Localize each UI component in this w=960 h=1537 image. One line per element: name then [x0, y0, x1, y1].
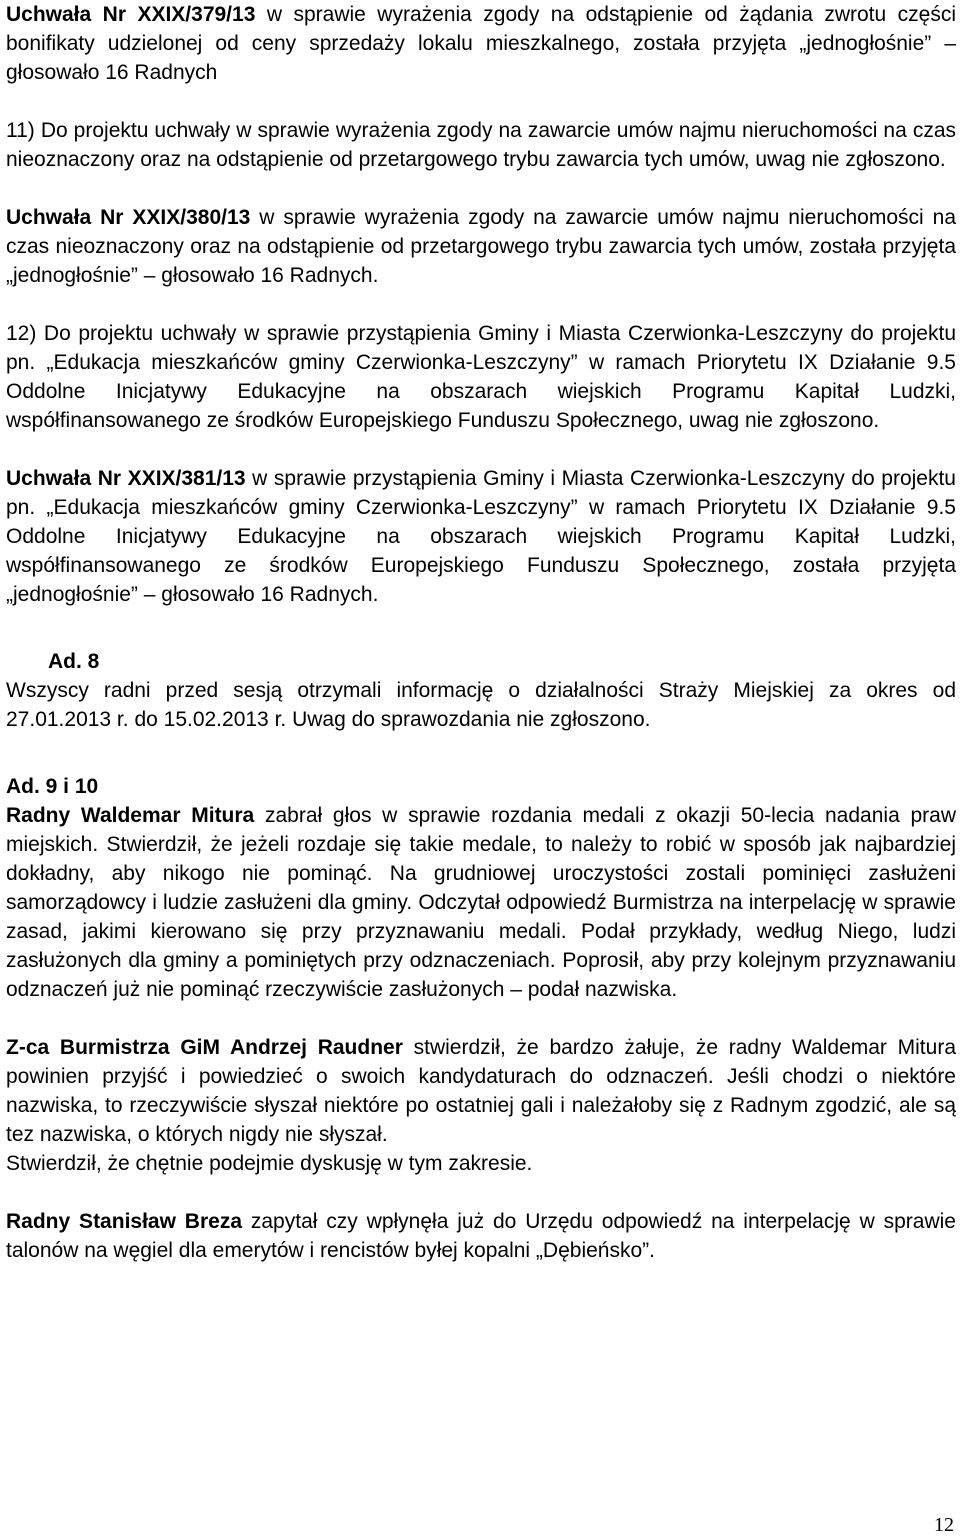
- resolution-381-title: Uchwała Nr XXIX/381/13: [6, 467, 246, 490]
- ad-9-10-heading: Ad. 9 i 10: [6, 775, 99, 798]
- resolution-379-paragraph: [6, 0, 956, 87]
- ad-8-heading: Ad. 8: [48, 650, 100, 673]
- mitura-paragraph: [6, 801, 956, 1004]
- page-number: 12: [934, 1514, 954, 1536]
- ad-8-text: Wszyscy radni przed sesją otrzymali informację o działalności Straży Miejskiej za okres od 27.01.2013 r. do 15.02.2013 r. Uwag do sprawozdania nie zgłoszono.: [6, 679, 956, 731]
- mitura-speaker: Radny Waldemar Mitura: [6, 804, 255, 827]
- raudner-text: stwierdził, że bardzo żałuje, że radny Waldemar Mitura powinien przyjść i powiedzieć o swoich kandydaturach do odznaczeń. Jeśli chodzi o niektóre nazwiska, to rzeczywiście słyszał niektóre po ostatniej gali i należałoby się z Radnym zgodzić, ale są tez nazwiska, o których nigdy nie słyszał.: [6, 1036, 956, 1146]
- resolution-380-title: Uchwała Nr XXIX/380/13: [6, 206, 251, 229]
- resolution-379-text: w sprawie wyrażenia zgody na odstąpienie od żądania zwrotu części bonifikaty udzielonej od ceny sprzedaży lokalu mieszkalnego, została przyjęta „jednogłośnie” – głosowało 16 Radnych: [6, 3, 956, 84]
- raudner-speaker: Z-ca Burmistrza GiM Andrzej Raudner: [6, 1036, 403, 1059]
- resolution-379-title: Uchwała Nr XXIX/379/13: [6, 3, 256, 26]
- resolution-380-text: w sprawie wyrażenia zgody na zawarcie umów najmu nieruchomości na czas nieoznaczony oraz na odstąpienie od przetargowego trybu zawarcia tych umów, została przyjęta „jednogłośnie” – głosowało 16 Radnych.: [6, 206, 956, 287]
- breza-paragraph: [6, 1207, 956, 1265]
- breza-speaker: Radny Stanisław Breza: [6, 1210, 242, 1233]
- resolution-380-paragraph: [6, 203, 956, 290]
- breza-text: zapytał czy wpłynęła już do Urzędu odpowiedź na interpelację w sprawie talonów na węgiel dla emerytów i rencistów byłej kopalni „Dębieńsko”.: [6, 1210, 956, 1262]
- document-page: [6, 0, 956, 1265]
- raudner-paragraph: [6, 1033, 956, 1149]
- resolution-381-paragraph: [6, 464, 956, 609]
- resolution-381-text: w sprawie przystąpienia Gminy i Miasta Czerwionka-Leszczyny do projektu pn. „Edukacja mieszkańców gminy Czerwionka-Leszczyny” w ramach Priorytetu IX Działanie 9.5 Oddolne Inicjatywy Edukacyjne na obszarach wiejskich Programu Kapitał Ludzki, współfinansowanego ze środków Europejskiego Funduszu Społecznego, została przyjęta „jednogłośnie” – głosowało 16 Radnych.: [6, 467, 956, 606]
- mitura-text: zabrał głos w sprawie rozdania medali z okazji 50-lecia nadania praw miejskich. Stwierdził, że jeżeli rozdaje się takie medale, to należy to robić w sposób jak najbardziej dokładny, aby nikogo nie pominąć. Na grudniowej uroczystości zostali pominięci zasłużeni samorządowcy i ludzie zasłużeni dla gminy. Odczytał odpowiedź Burmistrza na interpelację w sprawie zasad, jakimi kierowano się przy przyznawaniu medali. Podał przykłady, według Niego, ludzi zasłużonych dla gminy a pominiętych przy odznaczeniach. Poprosił, aby przy kolejnym przyznawaniu odznaczeń już nie pominąć rzeczywiście zasłużonych – podał nazwiska.: [6, 804, 956, 1001]
- item-11-paragraph: 11) Do projektu uchwały w sprawie wyrażenia zgody na zawarcie umów najmu nieruchomości na czas nieoznaczony oraz na odstąpienie od przetargowego trybu zawarcia tych umów, uwag nie zgłoszono.: [6, 119, 956, 171]
- raudner-followup: Stwierdził, że chętnie podejmie dyskusję w tym zakresie.: [6, 1152, 533, 1175]
- item-12-paragraph: 12) Do projektu uchwały w sprawie przystąpienia Gminy i Miasta Czerwionka-Leszczyny do projektu pn. „Edukacja mieszkańców gminy Czerwionka-Leszczyny” w ramach Priorytetu IX Działanie 9.5 Oddolne Inicjatywy Edukacyjne na obszarach wiejskich Programu Kapitał Ludzki, współfinansowanego ze środków Europejskiego Funduszu Społecznego, uwag nie zgłoszono.: [6, 322, 956, 432]
